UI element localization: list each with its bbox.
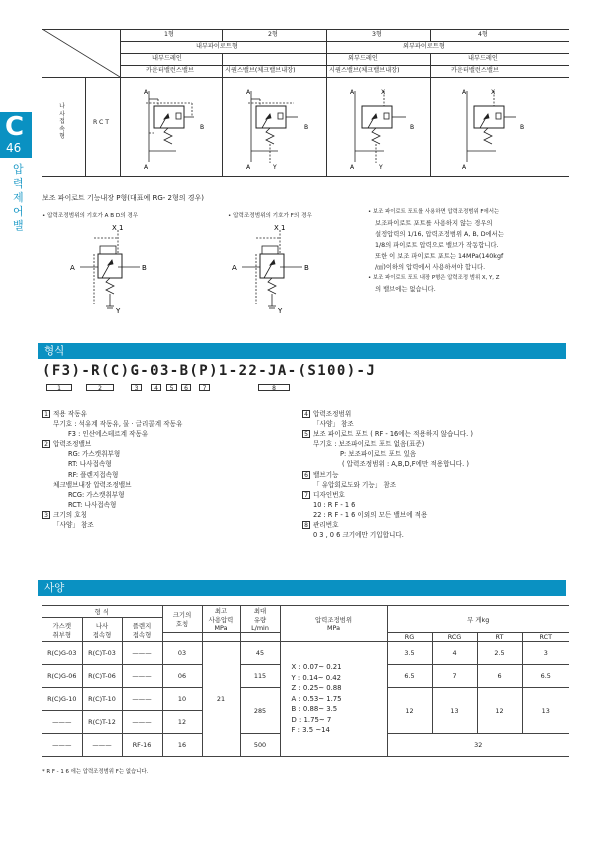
svg-text:Y: Y	[278, 307, 283, 314]
table-row: R(C)G-10 R(C)T-10 ——— 10 285 12 13 12 13	[42, 688, 569, 711]
svg-text:Y: Y	[273, 164, 277, 171]
spec-table: 형 식 크기의 호칭 최고 사용압력 MPa 최대 유량 L/min 압력조정범위 MPa 무 게kg 가스캣 취부형 나사 접속형 플렌지 접속형 RG RCG RT RCT R(C)G-03 R(C)T-03 ——— 03 21 45 X : 0.07~ 0.21 Y : 0.14~ 0.42 Z : 0.25~ 0.88 A : 0.53~ 1.75 B : 0.88~ 3.5 D : 1.75~ 7 F : 3.5 ~14 3.5 4 2.5 3 R(C)G-06 R(C)T-06 ——— 06 115 6.5 7 6 6.5 R(C)G-10 R(C)T-10 ——— 10 285 12 13 12 13 ——— R(C)T-12 ——— 12 ——— ——— RF-16 16 500 32	[42, 605, 569, 757]
svg-text:B: B	[520, 124, 525, 131]
symbol-type-4	[430, 77, 569, 176]
external-drain: 외부드레인	[348, 55, 378, 62]
row-label-vertical: 나 사 접 속 형	[59, 103, 65, 140]
valve-1: 카운터밸런스밸브	[146, 67, 194, 74]
svg-text:Y: Y	[116, 307, 121, 314]
table-row: R(C)G-06 R(C)T-06 ——— 06 115 6.5 7 6 6.5	[42, 665, 569, 688]
type-1: 1형	[164, 31, 174, 38]
table-row: ——— R(C)T-12 ——— 12	[42, 711, 569, 734]
table-row: R(C)G-03 R(C)T-03 ——— 03 21 45 X : 0.07~ 0.21 Y : 0.14~ 0.42 Z : 0.25~ 0.88 A : 0.53~ 1.75 B : 0.88~ 3.5 D : 1.75~ 7 F : 3.5 ~14 3.5 4 2.5 3	[42, 642, 569, 665]
svg-text:A: A	[350, 89, 355, 96]
valve-3: 시퀀스밸브(체크밸브내장)	[329, 67, 400, 74]
type-3: 3형	[372, 31, 382, 38]
model-section-header: 형식	[38, 343, 566, 359]
symbol-type-3	[326, 77, 430, 176]
aux-notes: • 보조 파이로트 포트를 사용하면 압력조정범위 F에서는 보조파이로트 포트를 사용하지 않는 경우의 설정압력의 1/16, 압력조정범위 A, B, D에서는 1/8의 파이로트 압력으로 밸브가 작동합니다. 또한 이 보조 파이로트 포트는 14MPa(140kgf /㎠)이하의 압력에서 사용하셔야 합니다. • 보조 파이로트 포트 내장 P형은 압력조정 범위 X, Y, Z 의 밸브에는 없습니다.	[368, 209, 504, 293]
internal-drain-2: 내부드레인	[468, 55, 498, 62]
model-code-boxes: 1 2 3 4 5 6 7 8	[0, 384, 595, 394]
svg-text:B: B	[304, 124, 309, 131]
symbol-type-1	[120, 77, 222, 176]
svg-text:A: A	[462, 164, 467, 171]
aux-case-1: • 압력조정범위의 기호가 A B D의 경우	[42, 213, 139, 219]
svg-text:B: B	[304, 264, 309, 272]
svg-text:A: A	[462, 89, 467, 96]
svg-text:A: A	[246, 164, 251, 171]
svg-text:X 1: X 1	[112, 224, 124, 232]
chapter-tab	[0, 112, 32, 158]
type-4: 4형	[478, 31, 488, 38]
svg-text:A: A	[144, 89, 149, 96]
table-corner-diagonal	[42, 29, 120, 77]
aux-symbol-1	[66, 222, 166, 314]
aux-case-2: • 압력조정범위의 기호가 F의 경우	[228, 213, 312, 219]
external-pilot: 외부파이로트형	[403, 43, 445, 50]
spec-section-header: 사양	[38, 580, 566, 596]
chapter-letter: C	[5, 112, 25, 142]
spec-header-range: 압력조정범위 MPa	[280, 606, 387, 642]
descriptions-left: 1 적용 작동유 무기호 : 석유계 작동유, 물 · 글리콜계 작동유 F3 : 인산에스테르계 작동유 2 압력조정밸브 RG: 가스캣취부형 RT: 나사접속형 RF: 플렌지접속형 체크밸브내장 압력조정밸브 RCG: 가스캣취부형 RCT: 나사접속형 3 크기의 호칭 「사양」 참조	[42, 409, 182, 530]
svg-text:A: A	[232, 264, 237, 272]
spec-header-weight: 무 게kg	[387, 606, 569, 633]
chapter-vertical-label: 압 력 제 어 밸	[13, 163, 24, 232]
spec-header-max-flow: 최대 유량 L/min	[240, 606, 280, 633]
svg-text:B: B	[410, 124, 415, 131]
aux-symbol-2	[228, 222, 328, 314]
type-2: 2형	[268, 31, 278, 38]
model-code: (F3)-R(C)G-03-B(P)1-22-JA-(S100)-J	[42, 363, 377, 379]
aux-pilot-title: 보조 파이로트 기능내장 P형(대표예 RG- 2형의 경우)	[42, 194, 205, 202]
valve-2: 시퀀스밸브(체크밸브내장)	[225, 67, 296, 74]
svg-text:X: X	[381, 89, 386, 96]
spec-footnote: * R F - 1 6 에는 압력조정범위 F는 없습니다.	[42, 769, 149, 775]
svg-text:A: A	[246, 89, 251, 96]
spec-header-size: 크기의 호칭	[162, 606, 202, 633]
chapter-number: 46	[6, 141, 22, 155]
svg-text:B: B	[142, 264, 147, 272]
internal-drain-1: 내부드레인	[152, 55, 182, 62]
table-row: ——— ——— RF-16 16 500 32	[42, 734, 569, 757]
spec-header-max-pressure: 최고 사용압력 MPa	[202, 606, 240, 633]
svg-text:A: A	[144, 164, 149, 171]
svg-text:X 1: X 1	[274, 224, 286, 232]
svg-text:A: A	[70, 264, 75, 272]
valve-4: 카운터밸런스밸브	[451, 67, 499, 74]
symbol-type-2	[222, 77, 326, 176]
spec-header-model: 형 식	[42, 606, 162, 618]
svg-text:X: X	[491, 89, 496, 96]
svg-text:A: A	[350, 164, 355, 171]
svg-text:B: B	[200, 124, 205, 131]
svg-text:Y: Y	[379, 164, 383, 171]
internal-pilot: 내부파이로트형	[196, 43, 238, 50]
descriptions-right: 4 압력조정범위 「사양」 참조 5 보조 파이로트 포트 ( RF - 16에는 적용하지 않습니다. ) 무기호 : 보조파이로트 포트 없음(표준) P: 보조파이로트 포트 있음 ( 압력조정범위 : A,B,D,F에만 적용합니다. ) 6 밸브기능 「 유압회로도와 기능」 참조 7 디자인번호 10 : R F - 1 6 22 : R F - 1 6 이외의 모든 밸브에 적용 8 관리번호 0 3 , 0 6 크기에만 기입합니다.	[302, 409, 473, 540]
row-code: RCT	[93, 119, 112, 126]
